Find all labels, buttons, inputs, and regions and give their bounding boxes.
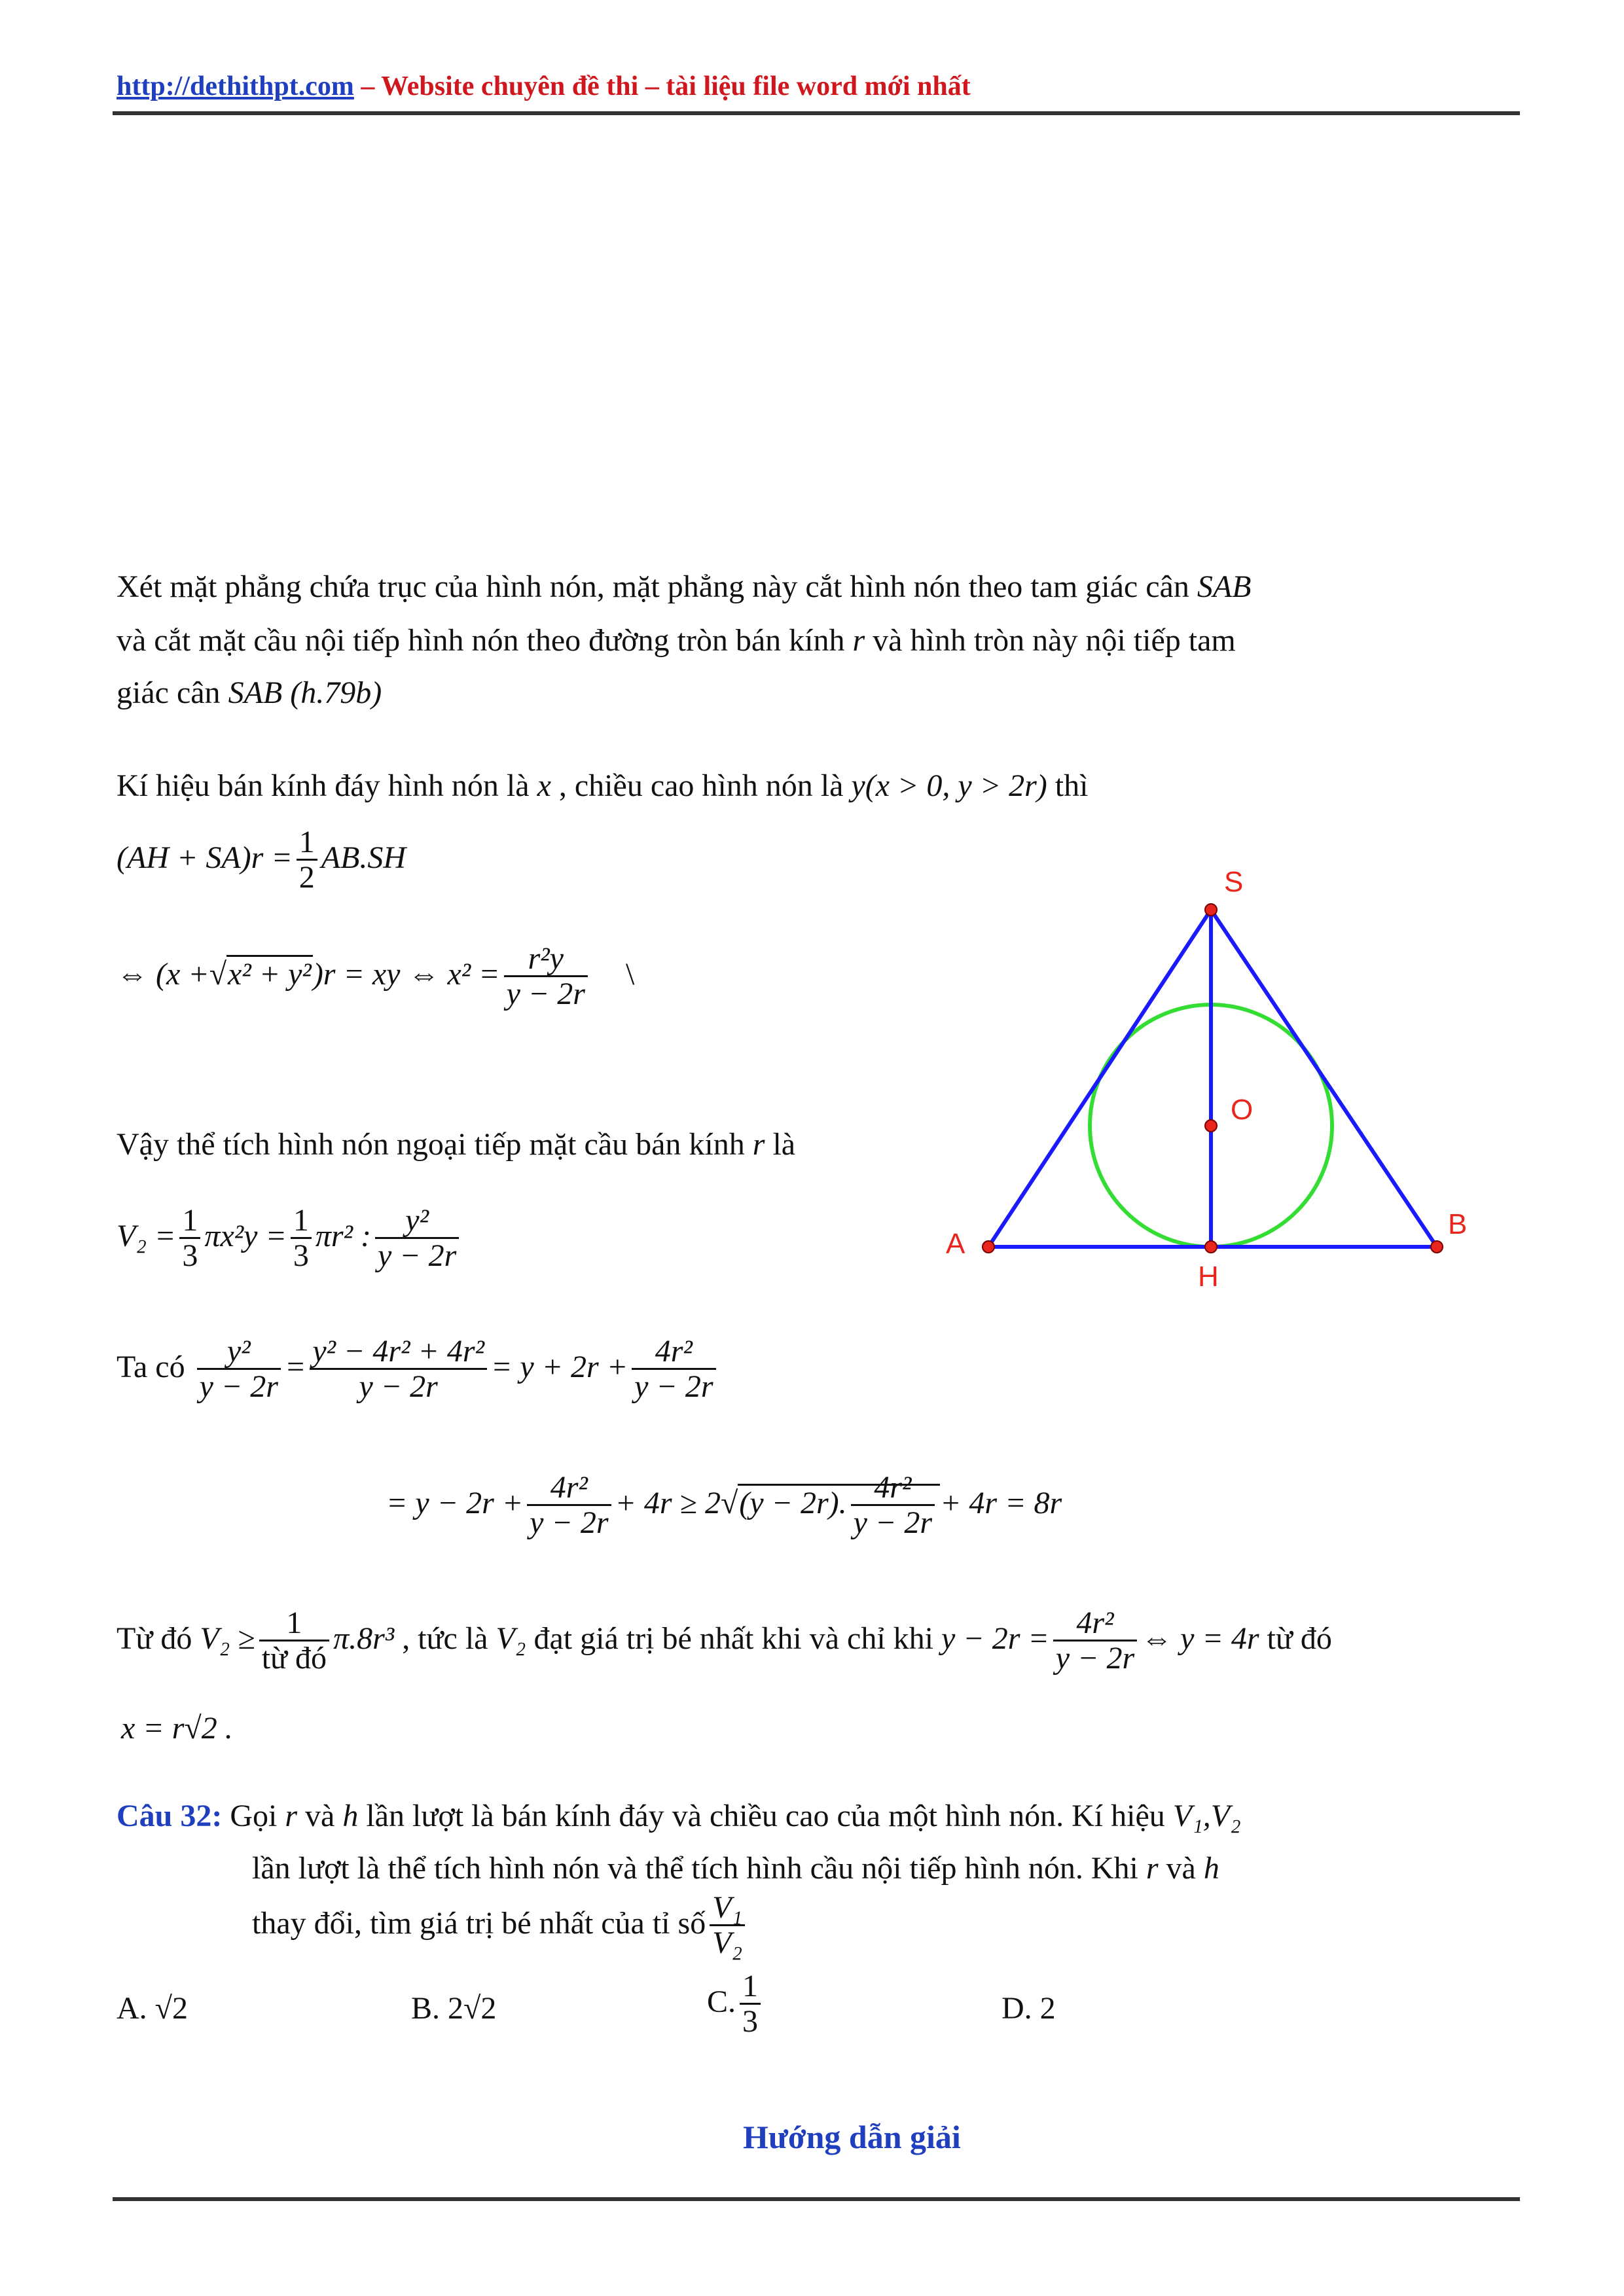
question-32-line1: Câu 32: Gọi r và h lần lượt là bán kính đáy và chiều cao của một hình nón. Kí hiệu V₁,V₂ xyxy=(117,1799,1241,1833)
label-h: H xyxy=(1198,1261,1219,1293)
para1-line1: Xét mặt phẳng chứa trục của hình nón, mặt phẳng này cắt hình nón theo tam giác cân SAB xyxy=(117,569,1252,604)
point-a xyxy=(983,1241,994,1253)
point-b xyxy=(1431,1241,1443,1253)
side-sa xyxy=(988,910,1211,1247)
question-32-line3: thay đổi, tìm giá trị bé nhất của tỉ số $\frac{\text{V₁}}{\text{V₂}}$ xyxy=(252,1892,749,1961)
question-label: Câu 32: xyxy=(117,1799,223,1833)
para3: Vậy thể tích hình nón ngoại tiếp mặt cầu bán kính r là xyxy=(117,1127,796,1162)
label-o: O xyxy=(1231,1094,1254,1126)
para2: Kí hiệu bán kính đáy hình nón là x , chiều cao hình nón là y(x > 0, y > 2r) thì xyxy=(117,768,1089,803)
option-b[interactable]: B. 2√2 xyxy=(411,1991,497,2026)
label-s: S xyxy=(1224,866,1244,898)
option-a[interactable]: A. √2 xyxy=(117,1991,189,2026)
point-h xyxy=(1205,1241,1217,1253)
cone-cross-section-figure xyxy=(916,851,1506,1309)
equation-2: ⇔ (x +√x² + y²)r = xy ⇔ x² = $\frac{\text{r²y}}{y - 2r}$ \ xyxy=(117,941,635,1012)
label-a: A xyxy=(946,1228,965,1260)
header xyxy=(117,71,971,102)
para1-line2: và cắt mặt cầu nội tiếp hình nón theo đường tròn bán kính r và hình tròn này nội tiếp tam xyxy=(117,623,1236,658)
header-rule xyxy=(113,111,1520,115)
point-s xyxy=(1205,904,1217,916)
header-tagline: – Website chuyên đề thi – tài liệu file word mới nhất xyxy=(353,71,971,101)
para1-line3: giác cân SAB (h.79b) xyxy=(117,675,382,710)
option-d[interactable]: D. 2 xyxy=(1001,1991,1056,2026)
option-c[interactable]: C. $\frac{1}{3}$ xyxy=(707,1970,765,2039)
point-o xyxy=(1205,1120,1217,1132)
footer-rule xyxy=(113,2197,1520,2201)
solution-heading: Hướng dẫn giải xyxy=(743,2119,961,2155)
figure-svg xyxy=(916,851,1506,1309)
equation-1: (AH + SA)r = $\frac{1}{2}$ AB.SH xyxy=(117,825,406,895)
header-link[interactable]: http://dethithpt.com xyxy=(117,71,354,101)
equation-4: Ta có $\frac{\text{y²}}{y - 2r}$ = $\frac{\text{y² − 4r² + 4r²}}{y - 2r}$ = y + 2r + $\frac{\text{4r²}}{y - 2r}$ xyxy=(117,1335,720,1405)
label-b: B xyxy=(1448,1208,1468,1240)
equation-3: V₂ = $\frac{1}{3}$ πx²y = $\frac{1}{3}$ πr² : $\frac{\text{y²}}{y - 2r}$ xyxy=(117,1204,463,1274)
para4-line1: Từ đó V₂ ≥ $\frac{1}{\text{từ đó}}$ π.8r³ , tức là V₂ đạt giá trị bé nhất khi và chỉ khi y − 2r = $\frac{\text{4r²}}{y - 2r}$ ⇔ y = 4r từ đó xyxy=(117,1605,1332,1676)
equation-5: = y − 2r + $\frac{\text{4r²}}{y - 2r}$ + 4r ≥ 2√(y − 2r). $\frac{\text{4r²}}{y - 2r}$ + 4r = 8r xyxy=(386,1470,1062,1541)
para4-line2: x = r√2 . xyxy=(121,1711,233,1746)
question-32-line2: lần lượt là thể tích hình nón và thể tích hình cầu nội tiếp hình nón. Khi r và h xyxy=(252,1851,1219,1886)
side-sb xyxy=(1211,910,1437,1247)
